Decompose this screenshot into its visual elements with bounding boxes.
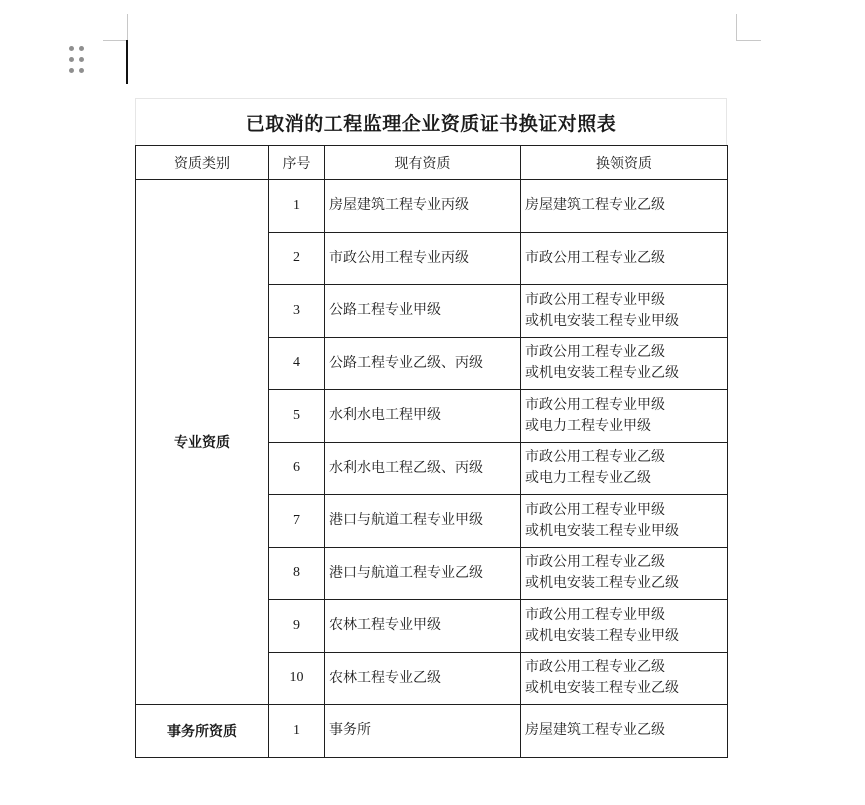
header-current: 现有资质 — [325, 146, 521, 180]
index-cell: 9 — [269, 600, 325, 653]
new-qualification-line: 市政公用工程专业甲级 — [525, 606, 665, 623]
header-new: 换领资质 — [521, 146, 728, 180]
new-qualification-line: 市政公用工程专业乙级 — [525, 449, 665, 466]
crop-mark-top-right — [736, 14, 761, 41]
current-qualification-cell: 水利水电工程乙级、丙级 — [325, 442, 521, 495]
text-cursor — [126, 40, 128, 84]
header-index: 序号 — [269, 146, 325, 180]
index-cell: 6 — [269, 442, 325, 495]
new-qualification-cell — [521, 390, 728, 443]
new-qualification-cell — [521, 652, 728, 705]
index-cell: 10 — [269, 652, 325, 705]
current-qualification-cell: 港口与航道工程专业乙级 — [325, 547, 521, 600]
current-qualification-cell: 市政公用工程专业丙级 — [325, 232, 521, 285]
drag-handle-icon[interactable] — [69, 46, 89, 78]
new-qualification-line: 市政公用工程专业甲级 — [525, 396, 665, 413]
current-qualification-cell: 公路工程专业乙级、丙级 — [325, 337, 521, 390]
new-qualification-cell — [521, 495, 728, 548]
new-qualification-cell — [521, 547, 728, 600]
current-qualification-cell: 水利水电工程甲级 — [325, 390, 521, 443]
index-cell: 4 — [269, 337, 325, 390]
new-qualification-line: 或机电安装工程专业乙级 — [525, 680, 679, 697]
new-qualification-line: 或电力工程专业乙级 — [525, 470, 651, 487]
current-qualification-cell: 房屋建筑工程专业丙级 — [325, 180, 521, 233]
index-cell: 8 — [269, 547, 325, 600]
new-qualification-line: 或机电安装工程专业乙级 — [525, 575, 679, 592]
new-qualification-cell — [521, 442, 728, 495]
table-row — [136, 180, 728, 233]
new-qualification-cell — [521, 337, 728, 390]
new-qualification-cell — [521, 600, 728, 653]
header-category: 资质类别 — [136, 146, 269, 180]
new-qualification-line: 市政公用工程专业甲级 — [525, 291, 665, 308]
current-qualification-cell: 港口与航道工程专业甲级 — [325, 495, 521, 548]
header-row — [136, 146, 728, 180]
new-qualification-line: 房屋建筑工程专业乙级 — [525, 197, 665, 214]
conversion-table — [135, 145, 728, 758]
category-cell: 专业资质 — [136, 180, 269, 705]
current-qualification-cell: 事务所 — [325, 705, 521, 758]
new-qualification-cell — [521, 232, 728, 285]
current-qualification-cell: 公路工程专业甲级 — [325, 285, 521, 338]
new-qualification-line: 市政公用工程专业乙级 — [525, 554, 665, 571]
index-cell: 7 — [269, 495, 325, 548]
current-qualification-cell: 农林工程专业乙级 — [325, 652, 521, 705]
current-qualification-cell: 农林工程专业甲级 — [325, 600, 521, 653]
new-qualification-line: 或机电安装工程专业甲级 — [525, 627, 679, 644]
index-cell: 1 — [269, 180, 325, 233]
new-qualification-cell — [521, 705, 728, 758]
new-qualification-line: 或机电安装工程专业甲级 — [525, 522, 679, 539]
new-qualification-line: 市政公用工程专业甲级 — [525, 501, 665, 518]
new-qualification-line: 市政公用工程专业乙级 — [525, 249, 665, 266]
index-cell: 3 — [269, 285, 325, 338]
table-row — [136, 705, 728, 758]
new-qualification-line: 或机电安装工程专业乙级 — [525, 365, 679, 382]
crop-mark-top-left — [103, 14, 128, 41]
index-cell: 2 — [269, 232, 325, 285]
new-qualification-line: 房屋建筑工程专业乙级 — [525, 722, 665, 739]
new-qualification-cell — [521, 285, 728, 338]
new-qualification-line: 市政公用工程专业乙级 — [525, 344, 665, 361]
index-cell: 1 — [269, 705, 325, 758]
new-qualification-line: 或电力工程专业甲级 — [525, 417, 651, 434]
index-cell: 5 — [269, 390, 325, 443]
table-title: 已取消的工程监理企业资质证书换证对照表 — [135, 98, 727, 145]
new-qualification-line: 市政公用工程专业乙级 — [525, 659, 665, 676]
new-qualification-cell — [521, 180, 728, 233]
new-qualification-line: 或机电安装工程专业甲级 — [525, 312, 679, 329]
category-cell: 事务所资质 — [136, 705, 269, 758]
